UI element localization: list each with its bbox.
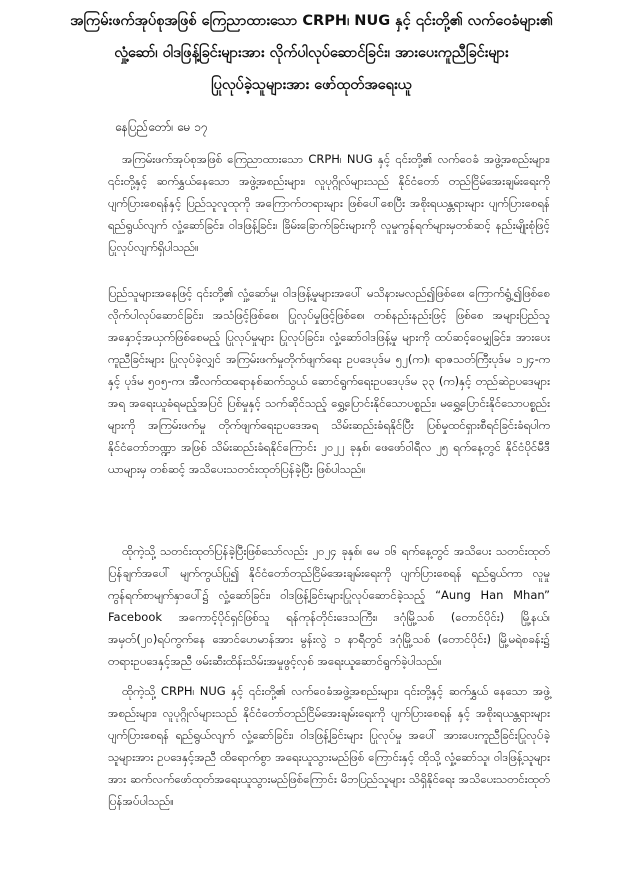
body-paragraph-2 xyxy=(108,282,550,480)
body-paragraph-4 xyxy=(108,680,550,812)
paragraph-text: ထိုကဲ့သို့ CRPH၊ NUG နှင့် ၎င်းတို့၏ လက်ဝေခံအဖွဲ့အစည်းများ၊ ၎င်းတို့နှင့် ဆက်နွှယ် နေသော အဖွဲ့အစည်းများ၊ လူပုဂ္ဂိုလ်များသည် နိုင်ငံတော်တည်ငြိမ်အေးချမ်းရေးကို ပျက်ပြားစေရန် နှင့် အစိုးရယန္တရားများ ပျက်ပြားစေရန် ရည်ရွယ်လျက် လှုံ့ဆော်ခြင်း၊ ဝါဒဖြန့်ခြင်းများ ပြုလုပ်မှု အပေါ် အားပေးကူညီခြင်းပြုလုပ်ခဲ့သူများအား ဥပဒေနှင့်အညီ ထိရောက်စွာ အရေးယူသွားမည်ဖြစ် ကြောင်းနှင့် ထိုသို့ လှုံ့ဆော်သူ၊ ဝါဒဖြန့်သူများအား ဆက်လက်ဖော်ထုတ်အရေးယူသွားမည်ဖြစ်ကြောင်း မိဘပြည်သူများ သိရှိနိုင်ရေး အသိပေးသတင်းထုတ်ပြန်အပ်ပါသည်။ xyxy=(108,684,550,808)
paragraph-text: အကြမ်းဖက်အုပ်စုအဖြစ် ကြေညာထားသော CRPH၊ NUG နှင့် ၎င်းတို့၏ လက်ဝေခံ အဖွဲ့အစည်းများ၊ ၎င်းတို့နှင့် ဆက်နွှယ်နေသော အဖွဲ့အစည်းများ၊ လူပုဂ္ဂိုလ်များသည် နိုင်ငံတော် တည်ငြိမ်အေးချမ်းရေးကို ပျက်ပြားစေရန်နှင့် ပြည်သူလူထုကို အကြောက်တရားများ ဖြစ်ပေါ်စေပြီး အစိုးရယန္တရားများ ပျက်ပြားစေရန် ရည်ရွယ်လျက် လှုံ့ဆော်ခြင်း၊ ဝါဒဖြန့်ခြင်း၊ ခြိမ်းခြောက်ခြင်းများကို လူမှုကွန်ရက်များမှတစ်ဆင့် နည်းမျိုးစုံဖြင့် ပြုလုပ်လျက်ရှိပါသည်။ xyxy=(108,152,550,254)
body-paragraph-1 xyxy=(108,148,550,258)
paragraph-text: ထိုကဲ့သို့ သတင်းထုတ်ပြန်ခဲ့ပြီးဖြစ်သော်လည်း ၂၀၂၄ ခုနှစ်၊ မေ ၁၆ ရက်နေ့တွင် အသိပေး သတင်းထုတ်ပြန်ချက်အပေါ် မျက်ကွယ်ပြု၍ နိုင်ငံတော်တည်ငြိမ်အေးချမ်းရေးကို ပျက်ပြားစေရန် ရည်ရွယ်ကာ လူမှုကွန်ရက်စာမျက်နှာပေါ်၌ လှုံ့ဆော်ခြင်း၊ ဝါဒဖြန့်ခြင်းများပြုလုပ်ဆောင်ခဲ့သည့် “Aung Han Mhan” Facebook အကောင့်ပိုင်ရှင်ဖြစ်သူ ရန်ကုန်တိုင်းဒေသကြီး၊ ဒဂုံမြို့သစ် (တောင်ပိုင်း) မြို့နယ်၊ အမှတ်(၂၀)ရပ်ကွက်နေ အောင်ဟေမာန်အား မွန်းလွဲ ၁ နာရီတွင် ဒဂုံမြို့သစ် (တောင်ပိုင်း) မြို့မရဲစခန်း၌ တရားဥပဒေနှင့်အညီ ဖမ်းဆီးထိန်းသိမ်းအမှုဖွင့်လှစ် အရေးယူဆောင်ရွက်ခဲ့ပါသည်။ xyxy=(108,544,550,668)
dateline: နေပြည်တော်၊ မေ ၁၇ xyxy=(115,120,208,134)
paragraph-text: ပြည်သူများအနေဖြင့် ၎င်းတို့၏ လှုံ့ဆော်မှု၊ ဝါဒဖြန့်မှုများအပေါ် မသိနားမလည်၍ဖြစ်စေ၊ ကြောက်ရွံ့၍ဖြစ်စေ လိုက်ပါလုပ်ဆောင်ခြင်း၊ အသံဖြင့်ဖြစ်စေ၊ ပြုလုပ်မှုဖြင့်ဖြစ်စေ၊ တစ်နည်းနည်းဖြင့် ဖြစ်စေ အများပြည်သူအနှောင့်အယှက်ဖြစ်စေမည့် ပြုလုပ်မှုများ ပြုလုပ်ခြင်း၊ လှုံ့ဆော်ဝါဒဖြန့်မှု များကို ထပ်ဆင့်ဝေမျှခြင်း၊ အားပေးကူညီခြင်းများ ပြုလုပ်ခဲ့လျှင် အကြမ်းဖက်မှုတိုက်ဖျက်ရေး ဥပဒေပုဒ်မ ၅၂(က)၊ ရာဇသတ်ကြီးပုဒ်မ ၁၂၄-ကနှင့် ပုဒ်မ ၅၀၅-က၊ အီလက်ထရောနစ်ဆက်သွယ် ဆောင်ရွက်ရေးဥပဒေပုဒ်မ ၃၃ (က)နှင့် တည်ဆဲဥပဒေများအရ အရေးယူခံရမည့်အပြင် ပြစ်မှုနှင့် သက်ဆိုင်သည့် ရွှေ့ပြောင်းနိုင်သောပစ္စည်း၊ မရွှေ့ပြောင်းနိုင်သောပစ္စည်းများကို အကြမ်းဖက်မှု တိုက်ဖျက်ရေးဥပဒေအရ သိမ်းဆည်းခံရနိုင်ပြီး ပြစ်မှုထင်ရှားစီရင်ခြင်းခံရပါက နိုင်ငံတော်ဘဏ္ဍာ အဖြစ် သိမ်းဆည်းခံရနိုင်ကြောင်း ၂၀၂၂ ခုနှစ်၊ ဖေဖော်ဝါရီလ ၂၅ ရက်နေ့တွင် နိုင်ငံပိုင်မီဒီယာများမှ တစ်ဆင့် အသိပေးသတင်းထုတ်ပြန်ခဲ့ပြီး ဖြစ်ပါသည်။ xyxy=(108,286,550,476)
document-title-line-2: လှုံ့ဆော်၊ ဝါဒဖြန့်ခြင်းများအား လိုက်ပါလုပ်ဆောင်ခြင်း၊ အားပေးကူညီခြင်းများ xyxy=(114,45,509,61)
body-paragraph-3 xyxy=(108,540,550,672)
document-title-line-3: ပြုလုပ်ခဲ့သူများအား ဖော်ထုတ်အရေးယူ xyxy=(211,77,412,93)
document-title-line-1: အကြမ်းဖက်အုပ်စုအဖြစ် ကြေညာထားသော CRPH၊ NUG နှင့် ၎င်းတို့၏ လက်ဝေခံများ၏ xyxy=(70,13,553,29)
